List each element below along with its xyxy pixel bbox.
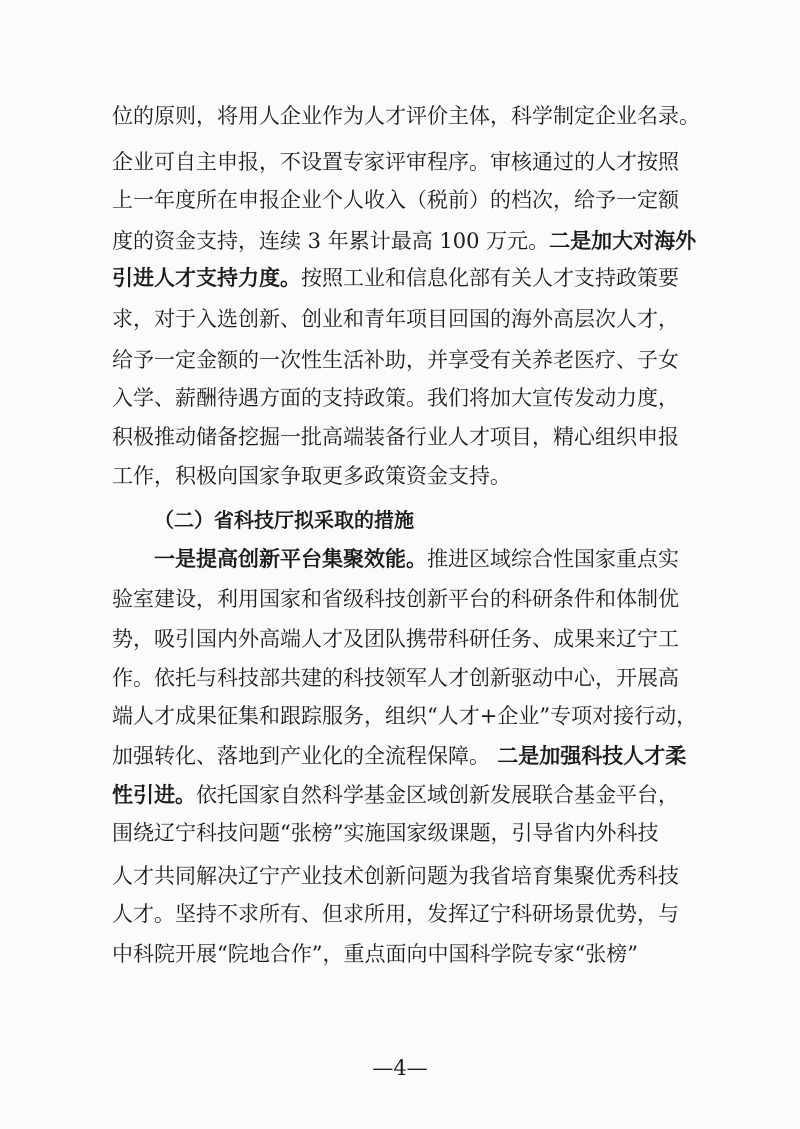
- text-run: 势，吸引国内外高端人才及团队携带科研任务、成果来辽宁工: [112, 627, 679, 651]
- text-run: 工作，积极向国家争取更多政策资金支持。: [112, 464, 511, 488]
- paragraph-line-4: [112, 227, 712, 255]
- text-run: 人才。坚持不求所有、但求所用，发挥辽宁科研场景优势，与: [112, 902, 679, 926]
- paragraph-line-16: [112, 702, 712, 730]
- bold-text-run: 二是加强科技人才柔: [490, 743, 687, 768]
- paragraph-line-13: [112, 585, 712, 613]
- paragraph-line-15: [112, 664, 712, 692]
- text-run: 围绕辽宁科技问题“张榜”实施国家级课题，引导省内外科技: [112, 821, 659, 845]
- text-run: 人才共同解决辽宁产业技术创新问题为我省培育集聚优秀科技: [112, 864, 679, 888]
- paragraph-line-2: [112, 148, 712, 176]
- text-run: 上一年度所在申报企业个人收入（税前）的档次，给予一定额: [112, 188, 679, 212]
- text-run: 入学、薪酬待遇方面的支持政策。我们将加大宣传发动力度，: [112, 386, 679, 410]
- text-run: 积极推动储备挖掘一批高端装备行业人才项目，精心组织申报: [112, 425, 679, 449]
- text-run: 验室建设，利用国家和省级科技创新平台的科研条件和体制优: [112, 587, 679, 611]
- text-run: 加强转化、落地到产业化的全流程保障。: [112, 744, 490, 768]
- paragraph-line-7: [112, 346, 712, 374]
- bold-text-run: 二是加大对海外: [549, 228, 697, 253]
- paragraph-line-6: [112, 305, 712, 333]
- text-run: 按照工业和信息化部有关人才支持政策要: [301, 266, 679, 290]
- section-heading: [154, 506, 754, 534]
- paragraph-line-5: [112, 264, 712, 292]
- text-run: 端人才成果征集和跟踪服务，组织“人才+企业”专项对接行动，: [112, 704, 698, 728]
- bold-text-run: 一是提高创新平台集聚效能。: [154, 546, 427, 571]
- paragraph-line-17: [112, 742, 712, 770]
- paragraph-line-22: [112, 940, 712, 968]
- paragraph-line-21: [112, 900, 712, 928]
- paragraph-line-8: [112, 384, 712, 412]
- paragraph-line-19: [112, 819, 712, 847]
- text-run: 依托国家自然科学基金区域创新发展联合基金平台，: [196, 783, 679, 807]
- text-run: 中科院开展“院地合作”，重点面向中国科学院专家“张榜”: [112, 942, 638, 966]
- paragraph-line-10: [112, 462, 712, 490]
- text-run: 求，对于入选创新、创业和青年项目回国的海外高层次人才，: [112, 307, 679, 331]
- paragraph-line-3: [112, 186, 712, 214]
- paragraph-line-14: [112, 625, 712, 653]
- page-number: —4—: [372, 1056, 428, 1080]
- paragraph-line-9: [112, 423, 712, 451]
- bold-text-run: 性引进。: [112, 782, 196, 807]
- text-run: 作。依托与科技部共建的科技领军人才创新驱动中心，开展高: [112, 666, 679, 690]
- paragraph-line-1: [112, 102, 712, 130]
- text-run: 企业可自主申报，不设置专家评审程序。审核通过的人才按照: [112, 150, 679, 174]
- text-run: 给予一定金额的一次性生活补助，并享受有关养老医疗、子女: [112, 348, 679, 372]
- text-run: 度的资金支持，连续 3 年累计最高 100 万元。: [112, 229, 550, 253]
- paragraph-line-18: [112, 781, 712, 809]
- text-run: 推进区域综合性国家重点实: [427, 547, 679, 571]
- bold-text-run: 引进人才支持力度。: [112, 265, 301, 290]
- paragraph-line-12: [154, 545, 754, 573]
- text-run: 位的原则，将用人企业作为人才评价主体，科学制定企业名录。: [112, 104, 700, 128]
- heading-text: （二）省科技厅拟采取的措施: [154, 508, 414, 532]
- paragraph-line-20: [112, 862, 712, 890]
